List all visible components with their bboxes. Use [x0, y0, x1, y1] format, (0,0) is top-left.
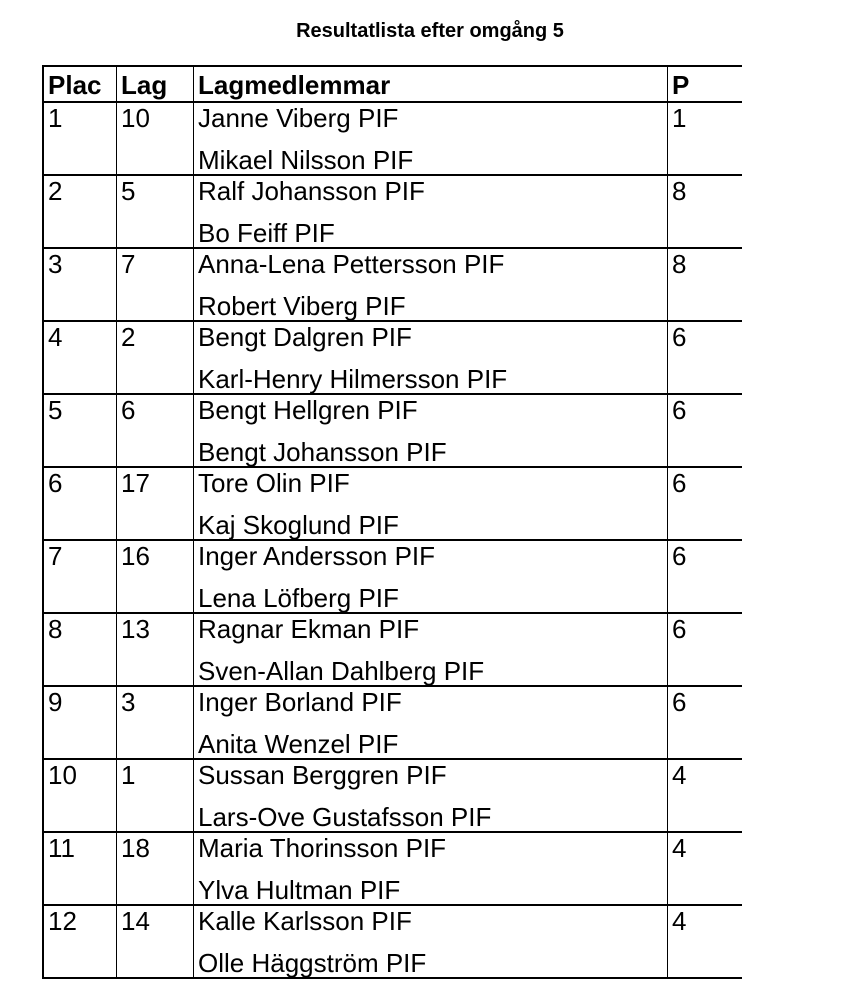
team-member-name: Lena Löfberg PIF — [198, 583, 399, 613]
cell-lag: 13 — [116, 614, 193, 685]
cell-plac: 11 — [42, 833, 116, 904]
cell-lag: 16 — [116, 541, 193, 612]
header-members: Lagmedlemmar — [193, 67, 667, 101]
cell-lag: 3 — [116, 687, 193, 758]
team-member-name: Janne Viberg PIF — [198, 103, 399, 133]
table-row — [42, 395, 742, 468]
table-row — [42, 468, 742, 541]
team-member-name: Bo Feiff PIF — [198, 218, 335, 248]
cell-members — [193, 906, 667, 977]
cell-lag: 18 — [116, 833, 193, 904]
table-row — [42, 176, 742, 249]
cell-points: 6 — [667, 687, 742, 758]
cell-plac: 1 — [42, 103, 116, 174]
cell-lag: 17 — [116, 468, 193, 539]
table-body — [42, 103, 742, 979]
cell-plac: 3 — [42, 249, 116, 320]
table-header-row — [42, 65, 742, 103]
cell-points: 6 — [667, 468, 742, 539]
cell-points: 8 — [667, 249, 742, 320]
results-table — [42, 65, 742, 979]
cell-points: 6 — [667, 541, 742, 612]
table-row — [42, 687, 742, 760]
team-member-name: Inger Borland PIF — [198, 687, 402, 717]
cell-lag: 2 — [116, 322, 193, 393]
table-row — [42, 760, 742, 833]
cell-members — [193, 541, 667, 612]
cell-members — [193, 249, 667, 320]
cell-plac: 10 — [42, 760, 116, 831]
team-member-name: Sussan Berggren PIF — [198, 760, 447, 790]
cell-members — [193, 833, 667, 904]
cell-members — [193, 687, 667, 758]
cell-members — [193, 614, 667, 685]
team-member-name: Inger Andersson PIF — [198, 541, 436, 571]
cell-members — [193, 103, 667, 174]
cell-members — [193, 760, 667, 831]
team-member-name: Ragnar Ekman PIF — [198, 614, 420, 644]
team-member-name: Lars-Ove Gustafsson PIF — [198, 802, 492, 832]
header-plac: Plac — [42, 67, 116, 101]
team-member-name: Tore Olin PIF — [198, 468, 350, 498]
cell-points: 1 — [667, 103, 742, 174]
team-member-name: Anna-Lena Pettersson PIF — [198, 249, 505, 279]
cell-points: 4 — [667, 906, 742, 977]
cell-lag: 1 — [116, 760, 193, 831]
team-member-name: Bengt Dalgren PIF — [198, 322, 412, 352]
cell-plac: 4 — [42, 322, 116, 393]
cell-points: 4 — [667, 833, 742, 904]
team-member-name: Mikael Nilsson PIF — [198, 145, 414, 175]
cell-points: 4 — [667, 760, 742, 831]
table-row — [42, 322, 742, 395]
team-member-name: Anita Wenzel PIF — [198, 729, 399, 759]
team-member-name: Bengt Johansson PIF — [198, 437, 447, 467]
cell-lag: 14 — [116, 906, 193, 977]
team-member-name: Sven-Allan Dahlberg PIF — [198, 656, 485, 686]
team-member-name: Karl-Henry Hilmersson PIF — [198, 364, 508, 394]
cell-members — [193, 395, 667, 466]
cell-lag: 5 — [116, 176, 193, 247]
table-row — [42, 906, 742, 979]
header-lag: Lag — [116, 67, 193, 101]
team-member-name: Olle Häggström PIF — [198, 948, 427, 978]
cell-plac: 12 — [42, 906, 116, 977]
cell-plac: 9 — [42, 687, 116, 758]
cell-members — [193, 176, 667, 247]
table-row — [42, 103, 742, 176]
cell-plac: 6 — [42, 468, 116, 539]
cell-points: 6 — [667, 614, 742, 685]
table-row — [42, 249, 742, 322]
table-row — [42, 541, 742, 614]
team-member-name: Ralf Johansson PIF — [198, 176, 425, 206]
cell-members — [193, 322, 667, 393]
page-title: Resultatlista efter omgång 5 — [296, 20, 564, 42]
table-row — [42, 833, 742, 906]
cell-points: 8 — [667, 176, 742, 247]
cell-plac: 8 — [42, 614, 116, 685]
cell-points: 6 — [667, 322, 742, 393]
team-member-name: Kaj Skoglund PIF — [198, 510, 399, 540]
cell-lag: 7 — [116, 249, 193, 320]
cell-points: 6 — [667, 395, 742, 466]
team-member-name: Kalle Karlsson PIF — [198, 906, 412, 936]
cell-plac: 5 — [42, 395, 116, 466]
cell-lag: 10 — [116, 103, 193, 174]
header-points: P — [667, 67, 742, 101]
team-member-name: Maria Thorinsson PIF — [198, 833, 447, 863]
team-member-name: Ylva Hultman PIF — [198, 875, 401, 905]
team-member-name: Robert Viberg PIF — [198, 291, 406, 321]
team-member-name: Bengt Hellgren PIF — [198, 395, 418, 425]
table-row — [42, 614, 742, 687]
cell-plac: 2 — [42, 176, 116, 247]
cell-members — [193, 468, 667, 539]
cell-lag: 6 — [116, 395, 193, 466]
cell-plac: 7 — [42, 541, 116, 612]
